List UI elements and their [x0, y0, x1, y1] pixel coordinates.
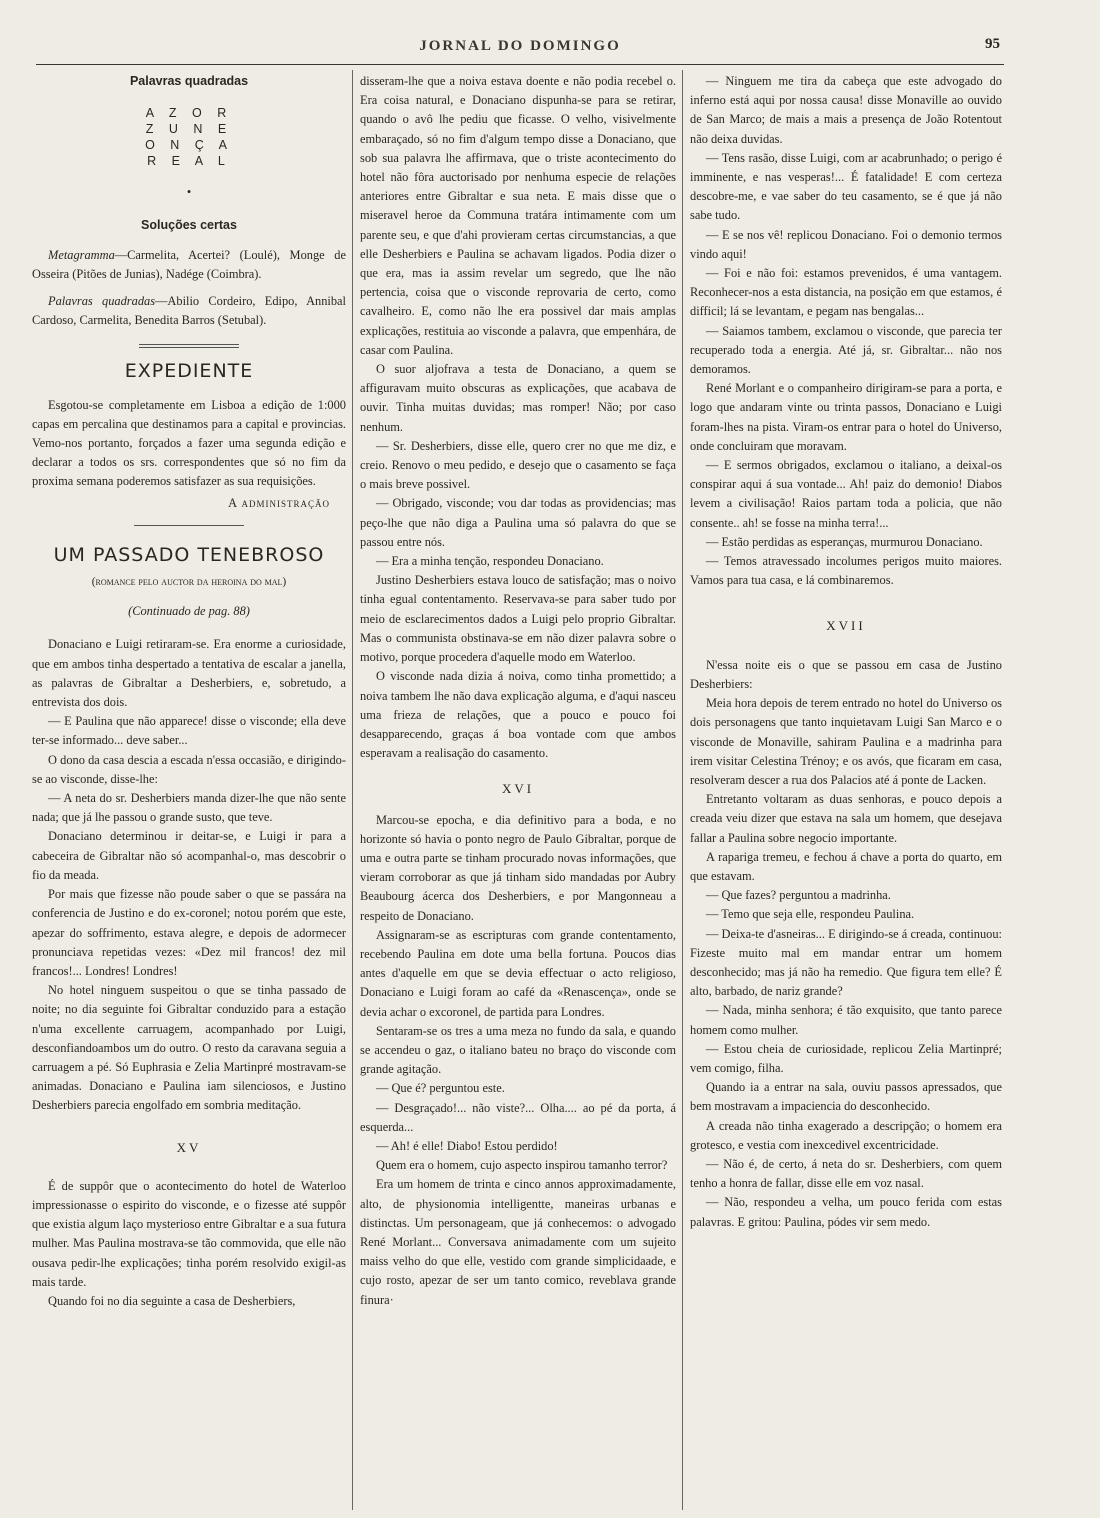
solutions-title: Soluções certas: [141, 218, 237, 233]
paragraph: É de suppôr que o acontecimento do hotel de Waterloo impressionasse o espirito do visconde, e o fizesse até suppôr que existia algum laço mysterioso entre Gibraltar e a sua futura mulher. Mas Paulina mostrava-se tão commovida, que elle não ousava pedir-lhe explicações; tinha porém resolvido exigil-as mais tarde.: [32, 1178, 346, 1289]
paragraph: — E sermos obrigados, exclamou o italiano, a deixal-os conspirar aqui á sua vontade... Ah! paiz do demonio! Diabos levem a civilisação! Raios partam toda a policia, que não consente.. ah! se fosse na minha terra!...: [690, 458, 1002, 530]
expediente-title: EXPEDIENTE: [124, 360, 254, 383]
paragraph: O dono da casa descia a escada n'essa occasião, e dirigindo-se ao visconde, disse-lhe:: [32, 752, 346, 786]
paragraph: Meia hora depois de terem entrado no hotel do Universo os dois personagens que tanto inquietavam Luigi San Marco e o visconde de Monaville, sahiram Paulina e a madrinha para irem visitar Celestina Trénoy; e os avós, que ficaram em casa, resolveram descer a rua dos Palacios até á ponte de Lacken.: [690, 696, 1002, 787]
paragraph: — E Paulina que não apparece! disse o visconde; ella deve ter-se informado... deve saber...: [32, 714, 346, 748]
expediente-signature: A administração: [228, 495, 330, 510]
paragraph: Sentaram-se os tres a uma meza no fundo da sala, e quando se accendeu o gaz, o italiano bateu no braço do visconde com grande agitação.: [360, 1023, 676, 1077]
column-2: [360, 72, 676, 1512]
paragraph: disseram-lhe que a noiva estava doente e não podia recebel o. Era coisa natural, e Donaciano dispunha-se para se retirar, quando o avô lhe pediu que ficasse. O velho, visivelmente embaraçado, só no fim d'algum tempo disse a Donaciano, que sob sua palavra lhe affirmava, que o triste acontecimento do hotel não fôra auctorisado por nenhuma especie de relações anteriores entre Gibraltar e sua neta. E mais disse que o miseravel heroe da Communa tratára intimamente com um parente seu, e que d'ahi provieram certas circumstancias, a que elle Desherbiers e Paulina se achavam ligados. Podia dizer o que era, mas ia assim revelar um segredo, que lhe não pertencia, coisa que o visconde reprovaria de certo, como cavalheiro. E, como não lhe era possivel dar mais amplas explicações, restituia ao visconde a palavra, que empenhára, de casar com Paulina.: [360, 74, 676, 357]
paragraph: Quando ia a entrar na sala, ouviu passos apressados, que bem mostravam a impaciencia do desconhecido.: [690, 1080, 1002, 1114]
column-3: [690, 72, 1002, 1512]
paragraph: — Ninguem me tira da cabeça que este advogado do inferno está aqui por nossa causa! disse Monaville ao ouvido de San Marco; de mais a mais a presença de João Rotentout não deixa duvidas.: [690, 74, 1002, 146]
paragraph: — Tens rasão, disse Luigi, com ar acabrunhado; o perigo é imminente, e nas vesperas!... É fatalidade! E com certeza descobre-me, e vae saber do teu casamento, se é que já não sabe tudo.: [690, 150, 1002, 223]
paragraph: Justino Desherbiers estava louco de satisfação; mas o noivo tinha egual contentamento. Reservava-se para saber tudo por meio de esclarecimentos dados a Luigi pelo proprio Gibraltar. Mas o communista obstinava-se em não dizer palavra sobre o motivo, porque procedera d'aquelle modo em Waterloo.: [360, 573, 676, 665]
solution-entry: [32, 246, 346, 284]
novel-title: UM PASSADO TENEBROSO: [53, 543, 325, 566]
running-head: [36, 34, 1004, 65]
paragraph: — Não, respondeu a velha, um pouco ferida com estas palavras. E gritou: Paulina, pódes vir sem medo.: [690, 1195, 1002, 1229]
novel-subtitle: (romance pelo auctor da heroina do mal): [91, 576, 287, 589]
word-square: [32, 105, 346, 169]
paragraph: Entretanto voltaram as duas senhoras, e pouco depois a creada veiu dizer que estava na sala um homem, que desejava fallar a Paulina sobre negocio importante.: [690, 792, 1002, 845]
paragraph: — Temos atravessado incolumes perigos muito maiores. Vamos para tua casa, e lá combinaremos.: [690, 554, 1002, 588]
paragraph: Era um homem de trinta e cinco annos approximadamente, alto, de physionomia intelligentte, maneiras urbanas e distinctas. Um personageam, que já conhecemos: o advogado René Morlant... Conversava animadamente com um sujeito maiss velho do que elle, vestido com grande simplicidaade, e cujo rosto, apezar de ser um tanto comico, reveblava grande finura·: [360, 1177, 676, 1307]
column-rule-left: [352, 70, 353, 1510]
square-row: A Z O R: [145, 106, 233, 121]
paragraph: O visconde nada dizia á noiva, como tinha promettido; a noiva tambem lhe não dava explicação alguma, e d'aqui nasceu uma frieza de relações, que a pouco e pouco foi desapparecendo, graças á boa vontade com que ambos esperavam a realisação do casamento.: [360, 669, 676, 761]
chapter-heading: XVI: [501, 781, 535, 797]
paragraph: — Saiamos tambem, exclamou o visconde, que parecia ter recuperado toda a energia. Até já, sr. Gibraltar... não nos demoramos.: [690, 323, 1002, 377]
solution-entry: [32, 292, 346, 330]
paragraph: Quando foi no dia seguinte a casa de Desherbiers,: [48, 1293, 296, 1308]
continued-note: (Continuado de pag. 88): [128, 604, 250, 619]
paragraph: — Estão perdidas as esperanças, murmurou Donaciano.: [706, 534, 983, 549]
paragraph: Por mais que fizesse não poude saber o que se passára na conferencia de Justino e do ex-coronel; notou porém que este, apezar do soffrimento, estava alegre, e depois de adormecer pronunciava repetidas vezes: «Dez mil francos! dez mil francos!... Londres! Londres!: [32, 887, 346, 978]
paragraph: Donaciano e Luigi retiraram-se. Era enorme a curiosidade, que em ambos tinha despertado a tentativa de escalar a janella, as palavras de Gibraltar a Desherbiers, e, sobretudo, a entrevista dos dois.: [32, 637, 346, 710]
solution-label: Palavras quadradas: [48, 294, 156, 309]
expediente-text: Esgotou-se completamente em Lisboa a edição de 1:000 capas em percalina que destinamos para a capital e provincias. Vemo-nos portanto, forçados a fazer uma segunda edição e declarar a todos os srs. correspondentes que só no fim da proxima semana poderemos satisfazer as sua requisições.: [32, 397, 346, 489]
solution-text: —Carmelita, Acertei? (Loulé), Monge de Osseira (Pitões de Junias), Nadége (Coimbra).: [32, 247, 346, 281]
paragraph: — E se nos vê! replicou Donaciano. Foi o demonio termos vindo aqui!: [690, 227, 1002, 261]
solution-label: Metagramma: [48, 247, 115, 262]
paragraph: — Desgraçado!... não viste?... Olha.... ao pé da porta, á esquerda...: [360, 1100, 676, 1134]
page-number: 95: [985, 36, 1000, 52]
paragraph: — Obrigado, visconde; vou dar todas as providencias; mas peço-lhe que não diga a Paulina uma só palavra do que se passou entre nós.: [360, 496, 676, 549]
paragraph: — Era a minha tenção, respondeu Donaciano.: [376, 554, 604, 569]
paragraph: — Que fazes? perguntou a madrinha.: [706, 888, 891, 903]
paragraph: Assignaram-se as escripturas com grande contentamento, recebendo Paulina em dote uma bella fortuna. Poucos dias antes d'aquelle em que se devia effectuar o acto religioso, Donaciano e Luigi foram ao café da «Renascença», onde se devia achar o excoronel, de partida para Londres.: [360, 927, 676, 1019]
paragraph: Quem era o homem, cujo aspecto inspirou tamanho terror?: [376, 1158, 668, 1173]
square-row: Z U N E: [145, 122, 233, 137]
paragraph: A creada não tinha exagerado a descripção; o homem era grotesco, e vestia com inexcedivel excentricidade.: [690, 1118, 1002, 1152]
paragraph: N'essa noite eis o que se passou em casa de Justino Desherbiers:: [690, 657, 1002, 691]
paragraph: — Estou cheia de curiosidade, replicou Zelia Martinpré; vem comigo, filha.: [690, 1041, 1002, 1075]
section-separator: [134, 525, 244, 526]
chapter-heading: XVII: [826, 618, 866, 634]
paragraph: — Sr. Desherbiers, disse elle, quero crer no que me diz, e creio. Renovo o meu pedido, e desejo que o casamento se faça o mais breve possivel.: [360, 438, 676, 492]
bullet-ornament: •: [186, 185, 192, 200]
paragraph: A rapariga tremeu, e fechou á chave a porta do quarto, em que estavam.: [690, 849, 1002, 883]
paragraph: René Morlant e o companheiro dirigiram-se para a porta, e logo que andaram vinte ou trinta passos, Donaciano e Luigi foram-lhes na pista. Viram-os entrar para o hotel do Universo, onde concluiram que moravam.: [690, 381, 1002, 453]
square-row: O N Ç A: [145, 138, 233, 153]
paragraph: No hotel ninguem suspeitou o que se tinha passado de noite; no dia seguinte foi Gibraltar conduzido para a estação n'uma excellente carruagem, acompanhado por Luigi, desconfiandoambos um do outro. O resto da caravana seguia a carruagem a pé. Só Euphrasia e Zelia Martinpré mostravam-se animadas. Donaciano e Paulina iam silenciosos, e Justino Desherbiers parecia engolfado em sombria meditação.: [32, 983, 346, 1113]
column-1: [32, 72, 346, 1512]
chapter-heading: XV: [176, 1139, 202, 1155]
paragraph: Donaciano determinou ir deitar-se, e Luigi ir para a cabeceira de Gibraltar não só acompanhal-o, mas descobrir o fio da meada.: [32, 829, 346, 882]
paragraph: — A neta do sr. Desherbiers manda dizer-lhe que não sente nada; que já lhe passou o grande susto, que teve.: [32, 791, 346, 825]
paragraph: — Que é? perguntou este.: [376, 1081, 505, 1096]
puzzle-title: Palavras quadradas: [129, 74, 249, 88]
paragraph: — Nada, minha senhora; é tão exquisito, que tanto parece homem como mulher.: [690, 1003, 1002, 1037]
paragraph: — Temo que seja elle, respondeu Paulina.: [706, 907, 915, 922]
paragraph: O suor aljofrava a testa de Donaciano, a quem se affiguravam muito obscuras as explicações, que acabava de ouvir. Tinha muitas duvidas; mas romper! Não; por caso nenhum.: [360, 362, 676, 434]
square-row: R E A L: [147, 154, 231, 169]
column-rule-right: [682, 70, 683, 1510]
masthead: JORNAL DO DOMINGO: [419, 38, 621, 54]
paragraph: — Não é, de certo, á neta do sr. Desherbiers, com quem tenho a honra de fallar, disse elle em voz nasal.: [690, 1156, 1002, 1191]
paragraph: Marcou-se epocha, e dia definitivo para a boda, e no horizonte só havia o ponto negro de Paulo Gibraltar, porque de uma e outra parte se tinham procurado novas informações, que vieram corroborar as que já tinham sido mandadas por Aubry Beaubourg ácerca dos Desherbiers, e por Mangonneau a respeito de Donaciano.: [360, 812, 676, 923]
paragraph: — Deixa-te d'asneiras... E dirigindo-se á creada, continuou: Fizeste muito mal em mandar entrar um homem desconhecido; mas já não ha remedio. Que figura tem elle? É alto, barbado, de nariz grande?: [690, 926, 1002, 999]
section-separator: [139, 344, 239, 348]
solution-text: —Abilio Cordeiro, Edipo, Annibal Cardoso, Carmelita, Benedita Barros (Setubal).: [32, 294, 346, 328]
paragraph: — Foi e não foi: estamos prevenidos, é uma vantagem. Reconhecer-nos a esta distancia, na posição em que estamos, é difficil; lá se levantam, e pegam nas bengalas...: [690, 266, 1002, 319]
paragraph: — Ah! é elle! Diabo! Estou perdido!: [376, 1138, 558, 1153]
